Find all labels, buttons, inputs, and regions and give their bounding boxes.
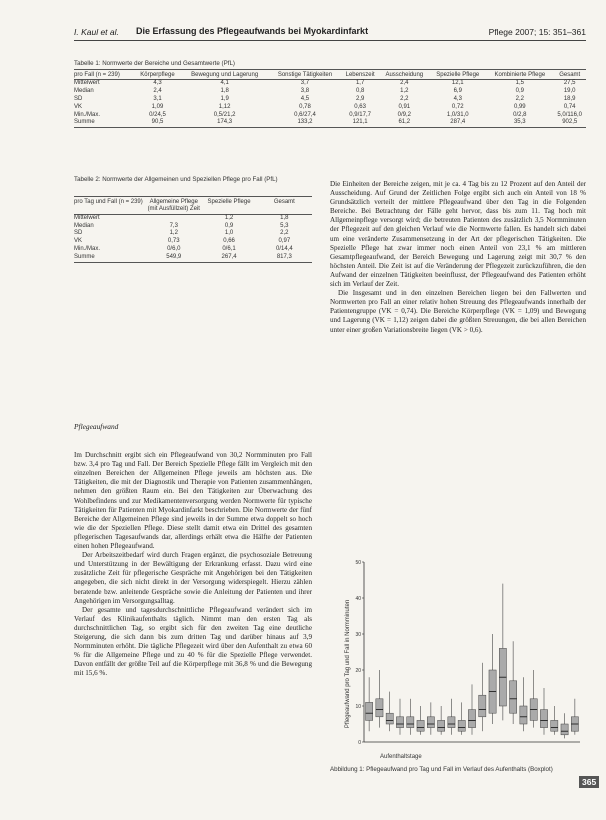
table-cell: 0,73: [167, 238, 180, 245]
table-cell: 1,2: [224, 214, 234, 221]
table-cell: 4,5: [300, 96, 310, 102]
header-citation: Pflege 2007; 15: 351–361: [488, 27, 586, 37]
table-cell: 1,0/31,0: [446, 111, 469, 118]
box: [407, 717, 414, 728]
table-cell: 0,8: [355, 88, 365, 95]
y-tick-label: 10: [355, 704, 361, 710]
y-axis-label: Pflegeaufwand pro Tag und Fall in Normminuten: [345, 599, 351, 729]
column-header: Allgemeine Pflege (mit Ausfüllzeit) Zeit: [147, 199, 200, 213]
table-cell: 7,3: [169, 222, 178, 229]
row-label: Summe: [74, 119, 95, 126]
table-cell: 1,5: [515, 80, 524, 87]
table-row: [74, 214, 312, 222]
table-cell: 0,91: [398, 103, 411, 110]
table-cell: 0/14,4: [275, 246, 293, 252]
table-cell: 817,3: [276, 253, 292, 260]
column-header: Gesamt: [273, 199, 295, 205]
box: [458, 720, 465, 731]
paragraph: Der gesamte und tagesdurchschnittliche Pflegeaufwand verändert sich im Verlauf des Klinikaufenthalts täglich. Nimmt man den ersten Tag als durchschnittlichen Tag, so ergibt sich für den zweiten Tag eine deutliche Steigerung, die sich dann bis zum dritten Tag und darüber hinaus auf 3,9 Normminuten erhöht. Die tägliche Pflegezeit wird über den Aufenthalt zu etwa 60 % für die Allgemeine Pflege und zu 40 % für die Spezielle Pflege verwendet. Davon entfällt der größte Teil auf die Körperpflege mit 36,8 % und die Bewegung mit 15,6 %.: [74, 605, 312, 678]
column-header: pro Tag und Fall (n = 239): [74, 199, 143, 205]
box: [520, 706, 527, 724]
table-row: [74, 80, 586, 88]
y-tick-label: 30: [355, 632, 361, 638]
table-row: [74, 230, 312, 238]
table-row: [74, 96, 586, 104]
row-label: VK: [74, 238, 83, 245]
row-label: VK: [74, 103, 83, 110]
table-row: [74, 254, 312, 262]
row-label: Mittelwert: [74, 214, 100, 221]
table-cell: 0/2,8: [513, 111, 527, 118]
table-cell: 0,5/21,2: [213, 111, 236, 118]
table-cell: 1,12: [218, 103, 231, 110]
table-cell: 6,9: [453, 88, 462, 95]
table-cell: 133,2: [297, 119, 313, 126]
table-cell: 61,2: [398, 119, 411, 126]
left-column: [74, 422, 312, 678]
table-cell: 0,9: [224, 222, 234, 229]
box: [551, 720, 558, 731]
header-author: I. Kaul et al.: [74, 27, 119, 37]
paragraph: Der Arbeitszeitbedarf wird durch Fragen ergänzt, die psychosoziale Betreuung und Unterstützung in der Bewältigung der Erkrankung erfasst. Dazu wird eine zusätzliche Zeit für pflegerische Gespräche mit Angehörigen bei den Tätigkeiten angegeben, die sich nicht direkt in der Versorgung widerspiegelt. Hierzu zählen beratende bzw. anleitende Gespräche sowie die Anleitung der Patienten und ihrer Angehörigen im Versorgungsalltag.: [74, 551, 312, 605]
table-cell: 27,5: [563, 80, 576, 87]
table-row: [74, 88, 586, 96]
paragraph: Die Insgesamt und in den einzelnen Bereichen liegen bei den Fallwerten und Normwerten pro Fall an einer relativ hohen Streuung des Pflegeaufwands innerhalb der Patientengruppe (VK = 0,74). Die Bereiche Körperpflege (VK = 1,09) und Bewegung und Lagerung (VK = 1,12) zeigen dabei die größten Streuungen, die bei allen Bereichen unter einer großen Variationsbreite liegen (VK > 0,6).: [330, 289, 586, 334]
box: [561, 724, 568, 735]
box: [438, 720, 445, 731]
y-tick-label: 40: [355, 596, 361, 602]
column-header: pro Fall (n = 239): [74, 72, 120, 78]
table-cell: 174,3: [217, 119, 233, 126]
table-cell: 1,8: [280, 214, 289, 221]
table-cell: 2,4: [153, 88, 162, 95]
paragraph: Die Einheiten der Bereiche zeigen, mit je ca. 4 Tag bis zu 12 Prozent auf den Anteil der Ausscheidung. Auf Grund der Zeitlichen Folge ergibt sich auch ein Anteil von 18 % Grundsätzlich verteilt der mittlere Pflegeaufwand über den Tag in die Folgenden Bereiche. Bei Betrachtung der Fälle geht hervor, dass bis zum 11. Tag hoch mit Allgemeinpflege versorgt wird; die betreuten Patienten des zusätzlich 3,5 Normminuten der Pflegezeit auf den gleichen Verlauf wie die Normwerte fallen. Es handelt sich dabei um eine veränderte Zusammensetzung in der Art der pflegerischen Tätigkeiten. Die Spezielle Pflege hat zwar immer noch einen Anteil von 23,1 % am mittleren Gesamtpflegeaufwand, der Bereich Bewegung und Lagerung zeigt mit 30,7 % den höchsten Anteil. Die Zeit ist auf die Veränderung der Pflegezeit zurückzuführen, die den Aufwand der einzelnen Tätigkeiten beeinflusst, der Pflegeaufwand des Patienten erhöht sich im Verlauf der Zeit.: [330, 180, 586, 289]
table-cell: 1,7: [355, 80, 365, 87]
box: [468, 710, 475, 728]
figure-1-caption: Abbildung 1: Pflegeaufwand pro Tag und Fall im Verlauf des Aufenthalts (Boxplot): [330, 766, 553, 773]
y-tick-label: 50: [355, 560, 361, 566]
column-header: Kombinierte Pflege: [494, 72, 546, 78]
column-header: Gesamt: [559, 72, 581, 78]
box: [417, 720, 424, 731]
table-cell: 0,6/27,4: [294, 111, 316, 118]
table-cell: 0,72: [451, 103, 464, 110]
table-cell: 0,66: [223, 238, 235, 245]
table-cell: 2,2: [400, 96, 409, 102]
table-cell: 4,1: [220, 80, 229, 87]
section-title: Pflegeaufwand: [74, 422, 119, 431]
table-cell: 2,9: [355, 96, 365, 102]
table-cell: 287,4: [450, 119, 466, 126]
table-cell: 902,5: [562, 119, 578, 126]
box: [427, 717, 434, 728]
table-cell: 0/9,2: [397, 111, 411, 118]
table-cell: 4,3: [153, 80, 162, 87]
table-2-grid: [74, 196, 312, 263]
table-cell: 35,3: [513, 119, 526, 126]
table-cell: 0/6,1: [222, 246, 236, 252]
table-cell: [146, 214, 201, 222]
table-cell: 12,1: [451, 80, 464, 87]
column-header: Lebenszeit: [345, 72, 375, 78]
table-cell: 0,9/17,7: [349, 111, 371, 118]
table-cell: 1,9: [220, 96, 229, 102]
box: [510, 681, 517, 713]
box: [386, 713, 393, 724]
row-label: Median: [74, 88, 94, 95]
table-cell: 1,2: [169, 230, 178, 237]
table-cell: 5,3: [280, 222, 289, 229]
table-2: [74, 196, 312, 263]
row-label: Min./Max.: [74, 111, 101, 118]
table-cell: 0,97: [278, 238, 291, 245]
table-row: [74, 223, 312, 231]
table-cell: 0,63: [354, 103, 366, 110]
table-cell: 0,9: [515, 88, 524, 95]
table-cell: 2,2: [280, 230, 289, 237]
column-header: Spezielle Pflege: [207, 199, 251, 205]
table-row: [74, 112, 586, 120]
column-header: Körperpflege: [140, 72, 175, 78]
box: [540, 710, 547, 728]
table-row: [74, 238, 312, 246]
right-column: [330, 180, 586, 335]
table-cell: 549,9: [166, 253, 182, 260]
column-header: Bewegung und Lagerung: [191, 72, 259, 78]
row-label: Median: [74, 222, 94, 229]
table-row: [74, 119, 586, 127]
table-cell: 0/24,5: [149, 111, 166, 118]
table-cell: 0,78: [299, 103, 311, 110]
table-cell: 90,5: [151, 119, 164, 126]
box: [366, 702, 373, 720]
table-cell: 121,1: [352, 119, 368, 126]
table-cell: 3,7: [300, 80, 310, 87]
table-row: [74, 246, 312, 254]
column-header: Ausscheidung: [385, 72, 424, 78]
box: [448, 717, 455, 728]
column-header: Spezielle Pflege: [436, 72, 480, 78]
table-cell: 2,4: [400, 80, 409, 87]
table-cell: 18,9: [563, 96, 576, 102]
x-axis-label: Aufenthaltstage: [380, 754, 422, 760]
table-cell: 1,8: [220, 88, 229, 95]
running-header: [74, 26, 586, 41]
table-cell: 1,09: [151, 103, 164, 110]
box: [396, 717, 403, 728]
row-label: Mittelwert: [74, 80, 100, 87]
paragraph: Im Durchschnitt ergibt sich ein Pflegeaufwand von 30,2 Normminuten pro Fall bzw. 3,4 pro Tag und Fall. Der Bereich Spezielle Pflege fällt im Vergleich mit den einzelnen Bereichen der Allgemeinen Pflege jeweils am höchsten aus. Die Tätigkeiten, die mit der Diagnostik und Therapie von Patienten zusammenhängen, nehmen den größten Raum ein. Bei den Tätigkeiten zur Überwachung des Wohlbefindens und zur Medikamentenversorgung werden Normwerte für typische Tätigkeiten für Patienten mit Myokardinfarkt beschrieben. Die Normwerte der fünf Bereiche der Allgemeinen Pflege sind jeweils in der Summe etwa doppelt so hoch wie die der Speziellen Pflege. Diese stellt damit etwa ein Drittel des gesamten pflegerischen Tagesaufwands dar, allerdings erhält etwa die Hälfte der Patienten einen hohen Pflegeaufwand.: [74, 451, 312, 551]
figure-1: [340, 556, 586, 762]
row-label: SD: [74, 96, 83, 102]
table-cell: 267,4: [221, 253, 237, 260]
row-label: Min./Max.: [74, 246, 101, 252]
table-cell: 5,0/116,0: [557, 111, 582, 118]
table-1-caption: Tabelle 1: Normwerte der Bereiche und Gesamtwerte (PfL): [74, 60, 586, 70]
page-number: 365: [579, 776, 599, 788]
y-tick-label: 20: [355, 668, 361, 674]
table-2-caption: Tabelle 2: Normwerte der Allgemeinen und Speziellen Pflege pro Fall (PfL): [74, 176, 278, 183]
table-row: [74, 104, 586, 112]
table-cell: 0,74: [563, 103, 576, 110]
table-cell: 1,0: [224, 230, 234, 237]
table-cell: 3,1: [153, 96, 162, 102]
row-label: SD: [74, 230, 83, 237]
table-cell: 19,0: [563, 88, 576, 95]
table-cell: 0/6,0: [167, 246, 181, 252]
table-cell: 2,2: [515, 96, 524, 102]
table-1-grid: [74, 70, 586, 128]
table-cell: 0,99: [513, 103, 526, 110]
boxplot-chart: [340, 556, 586, 762]
box: [479, 695, 486, 717]
y-tick-label: 0: [358, 740, 361, 746]
table-1: [74, 60, 586, 128]
column-header: Sonstige Tätigkeiten: [277, 72, 333, 78]
box: [376, 699, 383, 717]
header-title: Die Erfassung des Pflegeaufwands bei Myokardinfarkt: [136, 26, 369, 36]
row-label: Summe: [74, 253, 95, 260]
table-cell: 3,8: [300, 88, 310, 95]
table-cell: 4,3: [453, 96, 462, 102]
table-cell: 1,2: [400, 88, 409, 95]
